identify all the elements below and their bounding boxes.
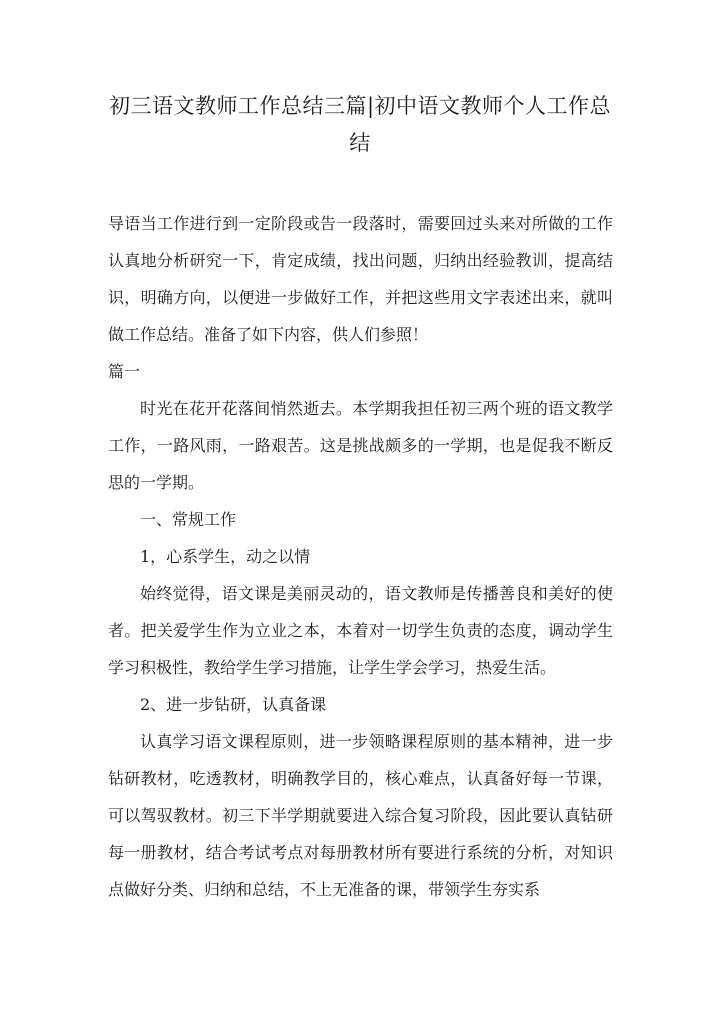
section-heading-part-one: 篇一	[108, 362, 141, 381]
document-body	[108, 205, 613, 908]
paragraph: 认真学习语文课程原则，进一步领略课程原则的基本精神，进一步钻研教材，吃透教材，明确教学目的，核心难点，认真备好每一节课，可以驾驭教材。初三下半学期就要进入综合复习阶段，因此要认真钻研每一册教材，结合考试考点对每册教材所有要进行系统的分析，对知识点做好分类、归纳和总结，不上无准备的课，带领学生夯实系	[108, 732, 613, 899]
paragraph: 始终觉得，语文课是美丽灵动的，语文教师是传播善良和美好的使者。把关爱学生作为立业之本，本着对一切学生负责的态度，调动学生学习积极性，教给学生学习措施，让学生学会学习，热爱生活。	[108, 584, 613, 677]
paragraph-intro: 导语当工作进行到一定阶段或告一段落时，需要回过头来对所做的工作认真地分析研究一下，肯定成绩，找出问题，归纳出经验教训，提高结识，明确方向，以便进一步做好工作，并把这些用文字表述出来，就叫做工作总结。准备了如下内容，供人们参照！	[108, 214, 613, 344]
subsection-heading: 2、进一步钻研，认真备课	[140, 695, 327, 714]
paragraph: 时光在花开花落间悄然逝去。本学期我担任初三两个班的语文教学工作，一路风雨，一路艰苦。这是挑战颇多的一学期，也是促我不断反思的一学期。	[108, 399, 613, 492]
document-title: 初三语文教师工作总结三篇|初中语文教师个人工作总结	[108, 94, 612, 155]
section-heading: 一、常规工作	[140, 510, 237, 529]
subsection-heading: 1，心系学生，动之以情	[140, 547, 311, 566]
